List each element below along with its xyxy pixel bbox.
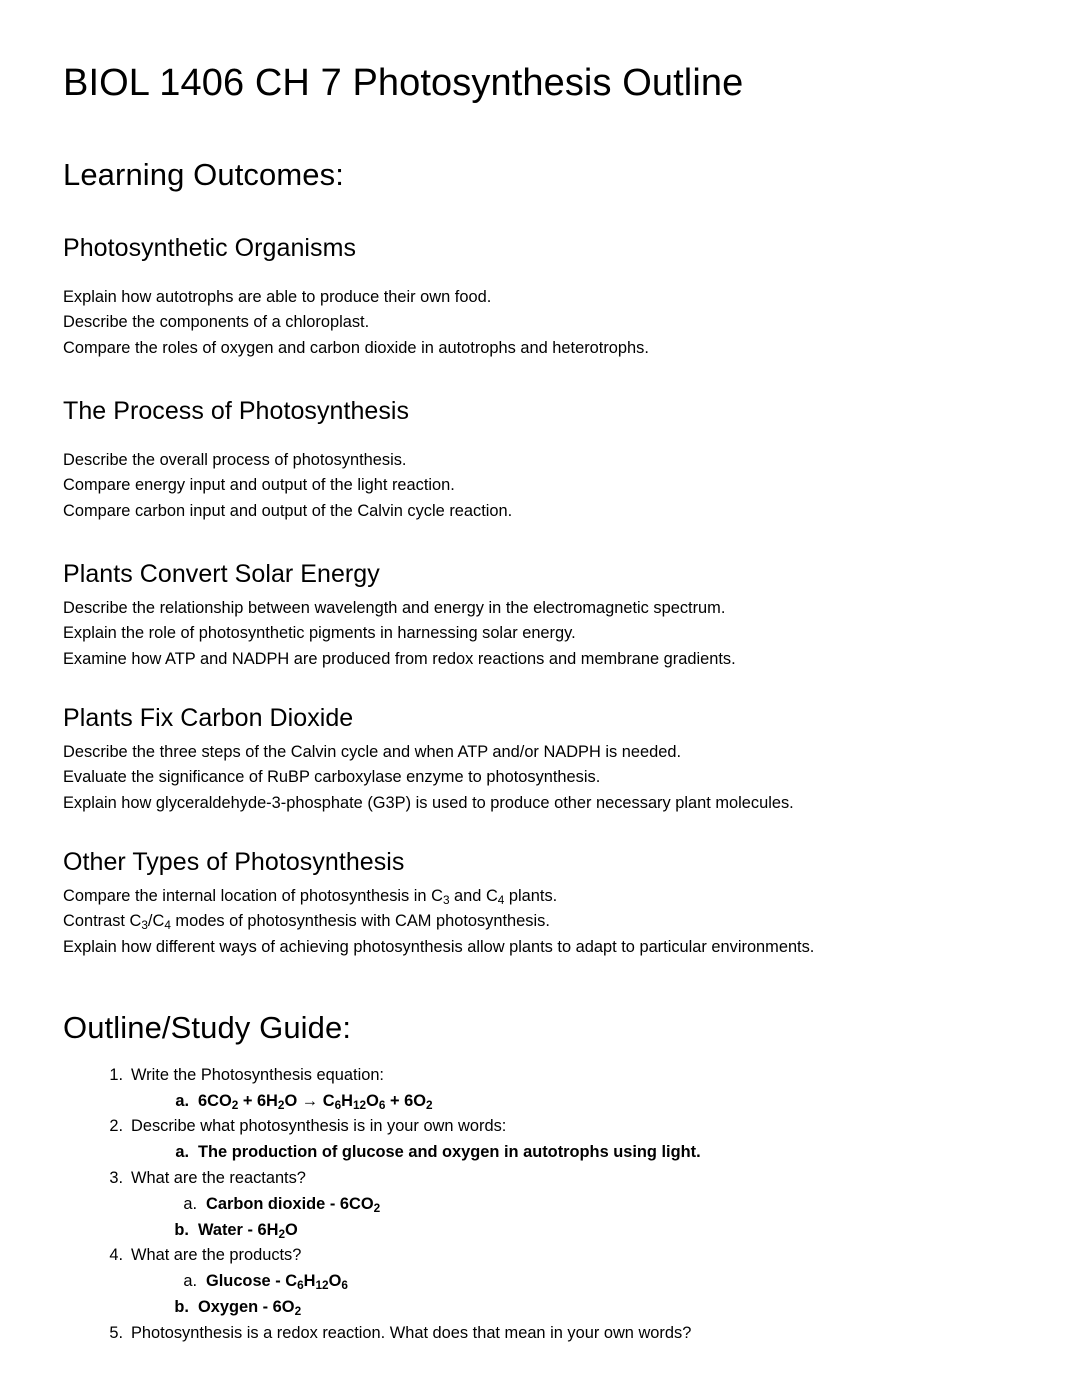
outline-item-text: What are the reactants? [131,1169,306,1188]
outline-subitem-text: Water - $6H_2O$ [198,1220,298,1241]
outcome-line: Examine how ATP and NADPH are produced from redox reactions and membrane gradients. [63,649,736,668]
spacer [63,361,1017,397]
outcome-line: Explain how different ways of achieving photosynthesis allow plants to adapt to particular environments. [63,937,815,956]
page-title: BIOL 1406 CH 7 Photosynthesis Outline [63,62,744,104]
outline-item-text: Photosynthesis is a redox reaction. What does that mean in your own words? [131,1323,692,1342]
outline-subitem [63,1192,1017,1218]
spacer [63,672,1017,704]
outline-subitem-text: Oxygen - $6O_2$ [198,1298,302,1319]
outline-item-marker: 3. [109,1169,123,1188]
outline-subitem-text: The production of glucose and oxygen in autotrophs using light. [198,1143,701,1162]
section-body [63,596,1017,673]
outline-subitem [63,1089,1017,1115]
outcome-line: Contrast $C_3/C_4$ modes of photosynthesis with CAM photosynthesis. [63,912,550,933]
outline-item-text: Describe what photosynthesis is in your own words: [131,1117,507,1136]
outcome-line: Evaluate the significance of RuBP carboxylase enzyme to photosynthesis. [63,768,601,787]
section-body [63,884,1017,961]
outline-subitem [63,1295,1017,1321]
outline-item [63,1321,1017,1347]
outline-subitem-text: Carbon dioxide - $6CO_2$ [206,1194,381,1215]
section-heading: The Process of Photosynthesis [63,397,410,426]
outline-study-guide-heading: Outline/Study Guide: [63,1010,352,1046]
outline-item-marker: 2. [109,1117,123,1136]
outline-item [63,1243,1017,1269]
learning-outcomes-heading: Learning Outcomes: [63,156,344,192]
outline-subitem-marker: a. [183,1272,197,1291]
section-body [63,448,1017,525]
outline-subitem-marker: a. [183,1194,197,1213]
outline-subitem-marker: a. [175,1143,189,1162]
spacer [63,427,1017,448]
outline-item [63,1166,1017,1192]
outcome-line: Explain how glyceraldehyde-3-phosphate (G3P) is used to produce other necessary plant molecules. [63,793,794,812]
spacer [63,192,1017,234]
spacer [63,105,1017,157]
section-heading: Photosynthetic Organisms [63,234,356,263]
outline-item-text: Write the Photosynthesis equation: [131,1065,384,1084]
section-heading: Plants Convert Solar Energy [63,560,380,589]
outline-subitem-marker: b. [174,1298,189,1316]
section-body [63,285,1017,362]
outline-subitem-text: Glucose - $C_6H_{12}O_6$ [206,1272,348,1293]
outline-subitem-text: $6CO_2 + 6H_2O \to C_6H_{12}O_6 + 6O_2$ [198,1091,433,1112]
outline-subitem [63,1140,1017,1166]
outline-item-marker: 5. [109,1323,123,1342]
outline-item [63,1114,1017,1140]
spacer [63,960,1017,1010]
outline-subitem-marker: a. [175,1091,189,1110]
outline-item-marker: 4. [109,1246,123,1265]
section-heading: Plants Fix Carbon Dioxide [63,704,354,733]
spacer [63,816,1017,848]
outcome-line: Describe the three steps of the Calvin cycle and when ATP and/or NADPH is needed. [63,742,682,761]
outcome-line: Compare the internal location of photosynthesis in $C_3$ and $C_4$ plants. [63,886,558,907]
outcome-line: Describe the relationship between wavelength and energy in the electromagnetic spectrum. [63,598,726,617]
outcome-line: Compare the roles of oxygen and carbon dioxide in autotrophs and heterotrophs. [63,338,649,357]
outline-subitem-marker: b. [174,1220,189,1239]
outcome-line: Describe the components of a chloroplast. [63,313,370,332]
spacer [63,524,1017,560]
spacer [63,1046,1017,1063]
outline-item-marker: 1. [109,1065,123,1084]
outcome-line: Describe the overall process of photosynthesis. [63,450,407,469]
outline-subitem [63,1269,1017,1295]
outline-item-text: What are the products? [131,1246,302,1265]
section-heading: Other Types of Photosynthesis [63,848,405,877]
section-body [63,740,1017,817]
outline-list [63,1063,1017,1347]
outline-item [63,1063,1017,1089]
outcome-line: Compare carbon input and output of the Calvin cycle reaction. [63,501,513,520]
outcome-line: Compare energy input and output of the light reaction. [63,476,455,495]
outcome-line: Explain the role of photosynthetic pigments in harnessing solar energy. [63,624,576,643]
spacer [63,264,1017,285]
outline-subitem [63,1218,1017,1244]
learning-outcomes-sections [63,234,1017,960]
outcome-line: Explain how autotrophs are able to produce their own food. [63,287,492,306]
